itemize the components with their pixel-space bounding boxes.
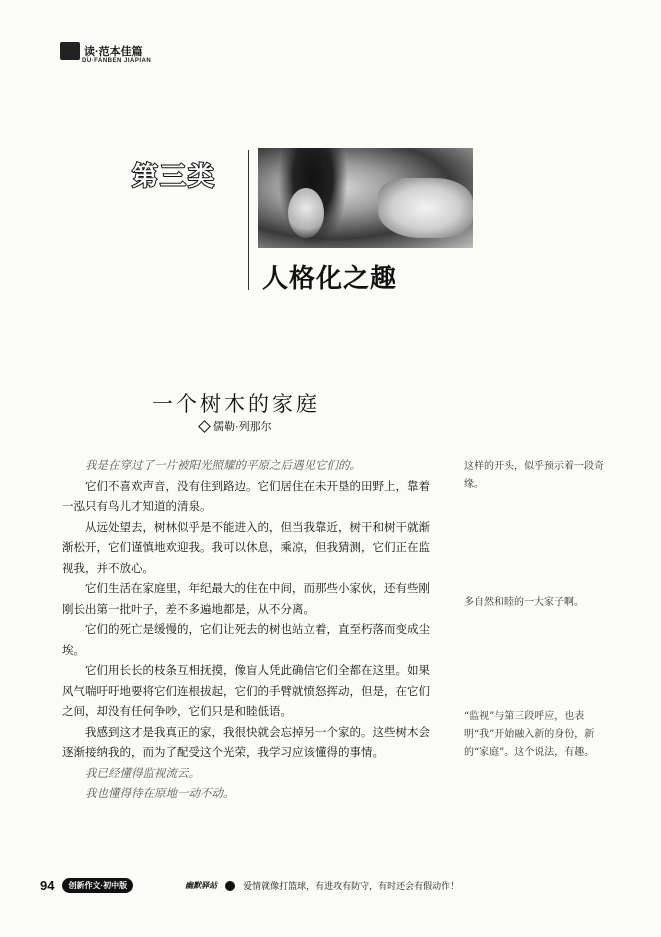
paragraph: 我感到这才是我真正的家，我很快就会忘掉另一个家的。这些树木会逐渐接纳我的，而为了配受这个光荣，我学习应该懂得的事情。 xyxy=(62,724,430,759)
humor-text: 爱情就像打篮球，有进攻有防守，有时还会有假动作！ xyxy=(243,881,460,891)
author-line xyxy=(200,418,272,434)
category-label: 第三类 xyxy=(132,162,217,192)
section-pinyin: DU·FANBEN JIAPIAN xyxy=(82,58,152,64)
side-note: 这样的开头，似乎预示着一段奇缘。 xyxy=(464,461,604,490)
page-number: 94 xyxy=(40,878,55,893)
article-title: 一个树木的家庭 xyxy=(152,392,320,416)
book-icon xyxy=(60,42,80,60)
section-title: 读·范本佳篇 xyxy=(84,46,143,58)
paragraph: 我已经懂得监视流云。 xyxy=(85,765,200,780)
magazine-badge: 创新作文·初中版 xyxy=(62,878,133,893)
page-footer xyxy=(40,878,459,893)
paragraph: 我也懂得待在原地一动不动。 xyxy=(85,786,235,800)
side-note: 多自然和睦的一大家子啊。 xyxy=(464,597,584,608)
paragraph: 它们不喜欢声音，没有住到路边。它们居住在未开垦的田野上，靠着一泓只有鸟儿才知道的清泉。 xyxy=(62,478,430,513)
paragraph: 它们用长长的枝条互相抚摸，像盲人凭此确信它们全都在这里。如果风气喘吁吁地要将它们连根拔起，它们的手臂就愤怒挥动，但是，在它们之间，却没有任何争吵，它们只是和睦低语。 xyxy=(62,663,430,718)
paragraph: 它们的死亡是缓慢的，它们让死去的树也站立着，直至朽落而变成尘埃。 xyxy=(62,622,430,657)
diamond-icon xyxy=(198,420,211,433)
paragraph: 我是在穿过了一片被阳光照耀的平原之后遇见它们的。 xyxy=(85,458,361,472)
article-body xyxy=(62,455,434,804)
theme-title: 人格化之趣 xyxy=(262,264,398,294)
smile-icon xyxy=(225,881,235,891)
cloud-shape xyxy=(378,178,473,238)
hero-illustration xyxy=(258,148,473,248)
humor-label: 幽默驿站 xyxy=(185,881,218,890)
paragraph: 它们生活在家庭里，年纪最大的住在中间，而那些小家伙，还有些刚刚长出第一批叶子，差不多遍地都是，从不分离。 xyxy=(62,581,430,616)
face-shape xyxy=(288,188,324,238)
author-name: 儒勒·列那尔 xyxy=(213,421,272,433)
banner-divider xyxy=(248,150,249,290)
paragraph: 从远处望去，树林似乎是不能进入的，但当我靠近，树干和树干就渐渐松开，它们谨慎地欢迎我。我可以休息，乘凉，但我猜测，它们正在监视我，并不放心。 xyxy=(62,519,430,575)
side-note: “监视”与第三段呼应，也表明“我”开始融入新的身份，新的“家庭”。这个说法，有趣。 xyxy=(464,711,595,758)
